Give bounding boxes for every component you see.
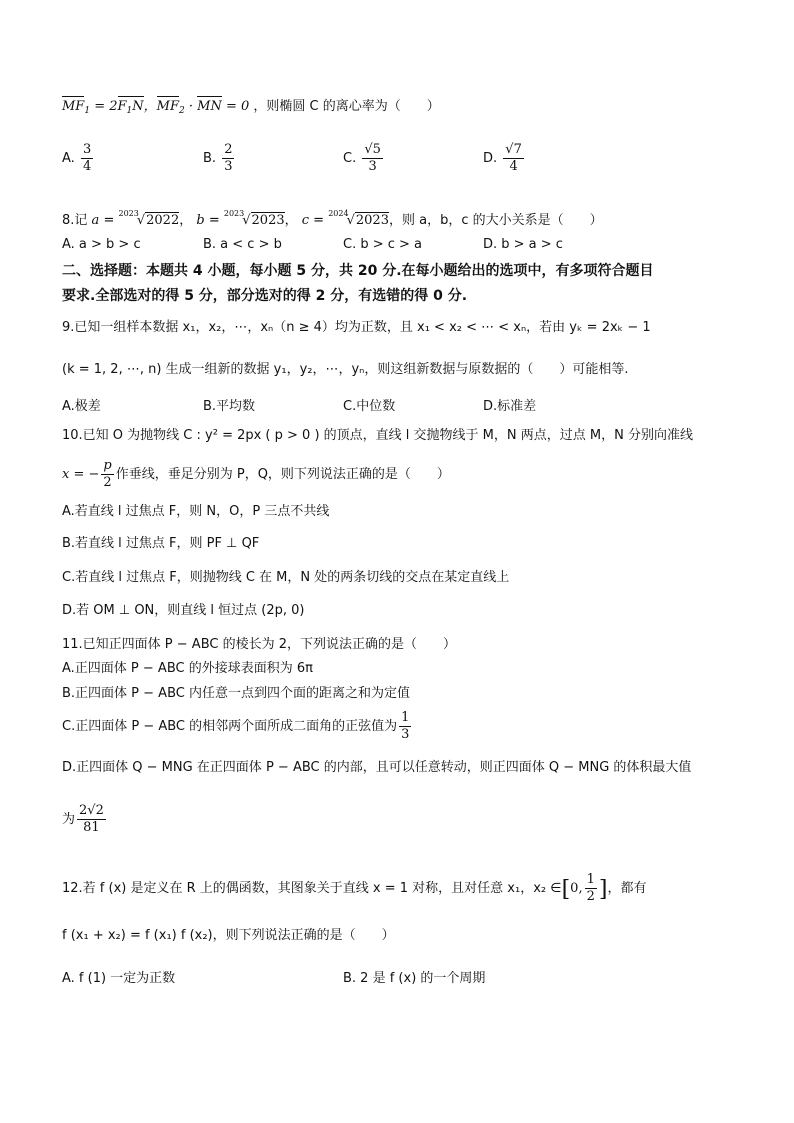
fraction	[362, 142, 383, 175]
q8-root-c: $^{2024}$√2023	[328, 209, 389, 228]
option-label: B.	[203, 151, 217, 166]
q9-option-b: B.平均数	[203, 399, 256, 414]
q10-option-a: A.若直线 l 过焦点 F，则 N，O，P 三点不共线	[62, 504, 330, 519]
denominator: 2	[586, 889, 595, 904]
numerator: p	[103, 458, 112, 473]
q11-option-a: A.正四面体 P − ABC 的外接球表面积为 6π	[62, 661, 313, 676]
root-index: 2024	[328, 209, 349, 218]
q10-stem-line2	[62, 458, 450, 491]
fraction	[503, 142, 524, 175]
q11-option-c-text: C.正四面体 P − ABC 的相邻两个面所成二面角的正弦值为	[62, 719, 398, 734]
numerator: 3	[82, 142, 92, 157]
q9-option-a: A.极差	[62, 399, 101, 414]
numerator: 2	[224, 142, 233, 157]
q12-stem-tail: ，都有	[607, 881, 647, 896]
option-label: C.	[343, 151, 357, 166]
q12-stem-text: 12.若 f (x) 是定义在 R 上的偶函数，其图象关于直线 x = 1 对称，且对任意 x₁，x₂ ∈	[62, 881, 562, 896]
q8-option-a: A. a > b > c	[62, 237, 141, 252]
denominator: 3	[224, 159, 233, 174]
fraction	[81, 142, 93, 175]
denominator: 4	[509, 159, 518, 174]
numerator: 1	[401, 710, 410, 725]
root-index: 2023	[223, 209, 245, 218]
section2-heading-line1: 二、选择题：本题共 4 小题，每小题 5 分，共 20 分.在每小题给出的选项中，有多项符合题目	[62, 263, 654, 279]
q7-option-c	[343, 142, 385, 175]
q7-option-d	[483, 142, 526, 175]
q8-stem-line: 8.记 a = $^{2023}$√2022， b = $^{2023}$√2023， c = $^{2024}$√2023，则 a，b，c 的大小关系是（ ）	[62, 204, 603, 231]
radicand: 2022	[146, 213, 180, 228]
q8-prefix: 8.记	[62, 213, 88, 228]
q11-stem: 11.已知正四面体 P − ABC 的棱长为 2，下列说法正确的是（ ）	[62, 637, 456, 652]
q8-root-b: $^{2023}$√2023	[223, 209, 285, 228]
q8-tail: ，则 a，b，c 的大小关系是（ ）	[388, 213, 603, 228]
radicand: 2023	[355, 213, 389, 228]
q12-stem-line1: 12.若 f (x) 是定义在 R 上的偶函数，其图象关于直线 x = 1 对称，且对任意 x₁，x₂ ∈[0, $\frac{1}{2}$ ]，都有	[62, 872, 647, 904]
q10-stem-tail: 作垂线，垂足分别为 P，Q，则下列说法正确的是（ ）	[115, 467, 450, 482]
q11-option-c	[62, 710, 413, 743]
q8-option-d: D. b > a > c	[483, 237, 563, 252]
q9-stem-line1: 9.已知一组样本数据 x₁，x₂，⋯，xₙ（n ≥ 4）均为正数，且 x₁ < x₂ < ⋯ < xₙ，若由 yₖ = 2xₖ − 1	[62, 320, 651, 335]
q12-option-a: A. f (1) 一定为正数	[62, 971, 176, 986]
q8-root-a: $^{2023}$√2022	[118, 209, 180, 228]
q7-option-a	[62, 142, 95, 175]
radicand: 2023	[251, 213, 285, 228]
numerator: 2√2	[79, 803, 104, 818]
q9-option-d: D.标准差	[483, 399, 537, 414]
q9-option-c: C.中位数	[343, 399, 396, 414]
q7-stem-line	[62, 96, 440, 121]
denominator: 4	[82, 159, 92, 174]
q11-option-d-prefix: 为	[62, 812, 76, 827]
q11-option-d-line2	[62, 803, 108, 836]
q10-stem-line1: 10.已知 O 为抛物线 C : y² = 2px ( p > 0 ) 的顶点，直线 l 交抛物线于 M，N 两点，过点 M，N 分别向准线	[62, 428, 693, 443]
q10-option-d: D.若 OM ⊥ ON，则直线 l 恒过点 (2p, 0)	[62, 603, 305, 618]
q12-stem-line2: f (x₁ + x₂) = f (x₁) f (x₂)，则下列说法正确的是（ ）	[62, 928, 395, 943]
option-label: A.	[62, 151, 75, 166]
fraction	[399, 710, 411, 743]
q8-option-c: C. b > c > a	[343, 237, 423, 252]
q7-vector-expression: $MF_1 = 2F_1N$，$MF_2$ · MN = 0	[62, 99, 253, 114]
root-index: 2023	[118, 209, 139, 218]
q10-option-b: B.若直线 l 过焦点 F，则 PF ⊥ QF	[62, 536, 260, 551]
numerator: √5	[364, 142, 381, 157]
fraction	[77, 803, 106, 836]
numerator: 1	[586, 872, 595, 887]
q11-option-d-line1: D.正四面体 Q − MNG 在正四面体 P − ABC 的内部，且可以任意转动，则正四面体 Q − MNG 的体积最大值	[62, 760, 692, 775]
numerator: √7	[505, 142, 522, 157]
fraction	[101, 458, 113, 491]
section2-heading-line2: 要求.全部选对的得 5 分，部分选对的得 2 分，有选错的得 0 分.	[62, 288, 468, 304]
fraction	[585, 872, 597, 905]
option-label: D.	[483, 151, 498, 166]
q10-directrix-prefix: x = −	[62, 467, 100, 482]
denominator: 81	[83, 820, 100, 835]
fraction	[222, 142, 234, 175]
q9-stem-line2: (k = 1, 2, ⋯, n) 生成一组新的数据 y₁，y₂，⋯，yₙ，则这组新数据与原数据的（ ）可能相等.	[62, 362, 629, 377]
q11-option-b: B.正四面体 P − ABC 内任意一点到四个面的距离之和为定值	[62, 686, 410, 701]
interval-left: 0,	[570, 881, 583, 896]
q7-option-b	[203, 142, 236, 175]
q8-option-b: B. a < c > b	[203, 237, 282, 252]
q7-stem-tail: ，则椭圆 C 的离心率为（ ）	[253, 99, 440, 114]
q12-option-b: B. 2 是 f (x) 的一个周期	[343, 971, 486, 986]
denominator: 3	[368, 159, 377, 174]
denominator: 2	[103, 475, 112, 490]
q10-option-c: C.若直线 l 过焦点 F，则抛物线 C 在 M，N 处的两条切线的交点在某定直线上	[62, 570, 510, 585]
denominator: 3	[401, 727, 410, 742]
